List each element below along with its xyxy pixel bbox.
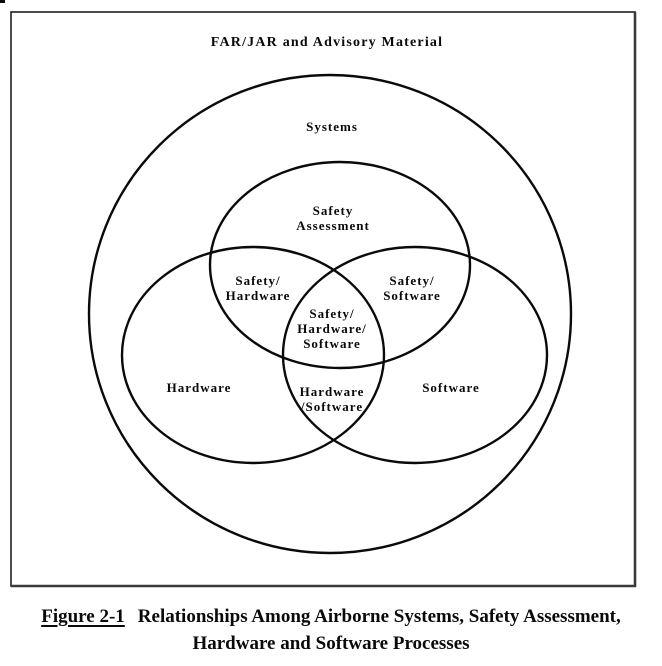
hardware-software-label-line2: /Software [300,399,364,414]
hardware-software-label-line1: Hardware [299,384,365,399]
hardware-label: Hardware [166,380,232,395]
scan-artifact-mark [0,0,5,3]
safety-assessment-label-line2: Assessment [296,218,370,233]
figure-caption-line2: Hardware and Software Processes [192,633,470,654]
safety-hardware-label-line1: Safety/ [235,273,281,288]
software-label: Software [422,380,480,395]
figure-caption [0,603,662,657]
figure-number-label: Figure 2-1 [41,606,125,627]
diagram-title: FAR/JAR and Advisory Material [210,35,444,50]
safety-assessment-label-line1: Safety [312,203,354,218]
safety-software-label-line1: Safety/ [389,273,435,288]
figure-caption-line1 [0,603,662,630]
safety-hardware-label-line2: Hardware [225,288,291,303]
figure-frame [11,12,635,586]
safety-hardware-software-label-line2: Hardware/ [297,321,367,336]
safety-hardware-software-label-line1: Safety/ [309,306,355,321]
safety-hardware-software-label-line3: Software [303,336,361,351]
safety-software-label-line2: Software [383,288,441,303]
systems-label: Systems [306,119,358,134]
figure-caption-text-line1: Relationships Among Airborne Systems, Safety Assessment, [137,606,621,627]
